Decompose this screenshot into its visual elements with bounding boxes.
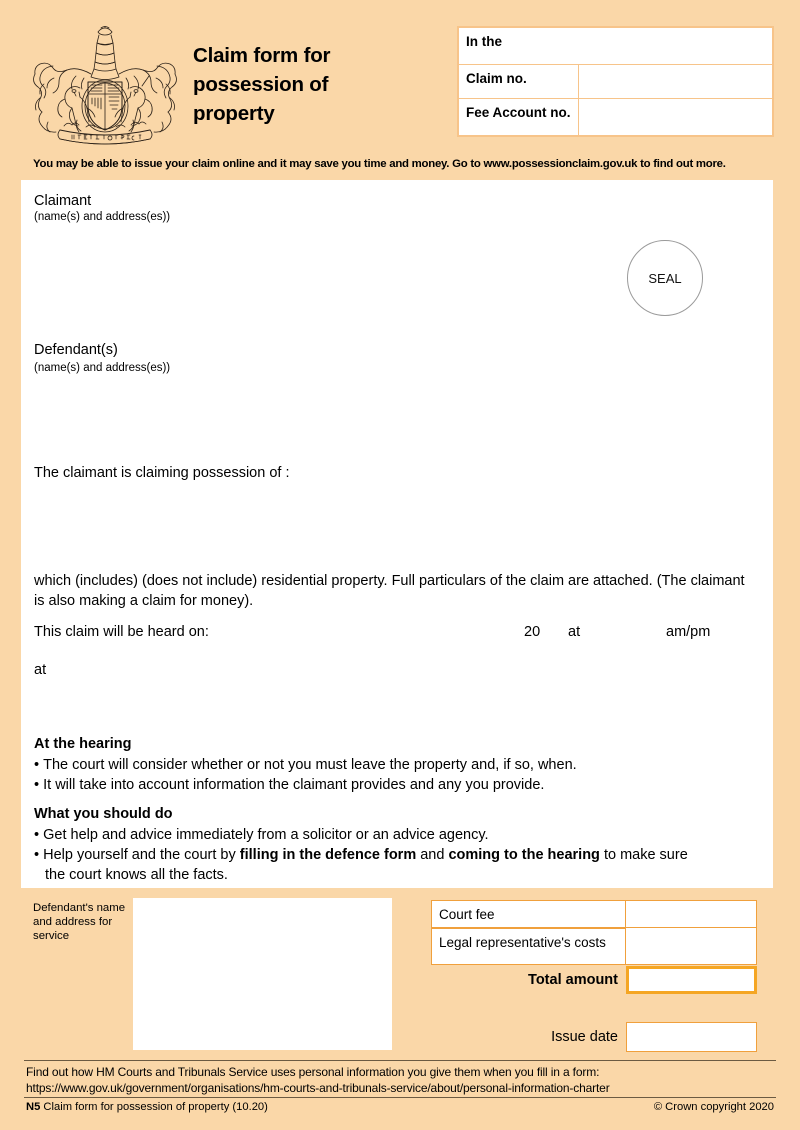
defendant-service-label: Defendant's name and address for service: [33, 902, 126, 942]
bullet-text-line-2: the court knows all the facts.: [45, 867, 228, 883]
fee-account-no-field[interactable]: [579, 99, 772, 135]
bullet-text: It will take into account information the claimant provides and any you provide.: [43, 777, 545, 793]
hearing-date-line: [34, 624, 749, 644]
possession-of-label: The claimant is claiming possession of :: [34, 465, 290, 481]
page-title-line-3: property: [193, 102, 275, 125]
court-fee-field[interactable]: [626, 900, 757, 928]
hearing-venue-label: at: [34, 662, 47, 678]
hearing-at-label: at: [568, 624, 581, 640]
issue-date-field[interactable]: [626, 1022, 757, 1052]
seal-stamp: [627, 240, 703, 316]
claim-no-field[interactable]: [579, 65, 772, 98]
in-the-label: In the: [459, 28, 772, 64]
at-the-hearing-bullets: [34, 755, 749, 795]
defendant-label: Defendant(s): [34, 342, 118, 358]
hearing-ampm-label: am/pm: [666, 624, 711, 640]
what-you-should-do-bullets: [34, 825, 749, 885]
court-fee-label: Court fee: [431, 900, 626, 928]
page-title-line-1: Claim form for: [193, 44, 331, 67]
footer-form-code: N5: [26, 1101, 41, 1113]
footer-copyright: © Crown copyright 2020: [653, 1101, 774, 1113]
page-header: [0, 0, 800, 152]
defendant-service-field[interactable]: [133, 898, 392, 1050]
footer-privacy-url[interactable]: https://www.gov.uk/government/organisations/hm-courts-and-tribunals-service/about/personal-information-charter: [26, 1081, 610, 1095]
fee-account-no-label: Fee Account no.: [459, 99, 578, 135]
what-you-should-do-heading: What you should do: [34, 806, 173, 822]
royal-coat-of-arms-icon: [24, 26, 186, 148]
footer-meta: [26, 1101, 774, 1113]
footer-divider-bottom: [24, 1097, 776, 1098]
online-claim-banner: You may be able to issue your claim online and it may save you time and money. Go to www.possessionclaim.gov.uk to find out more.: [33, 158, 726, 170]
bullet-text-part-1: Help yourself and the court by: [43, 847, 240, 863]
court-reference-table: [457, 26, 774, 137]
list-item: • It will take into account information the claimant provides and any you provide.: [34, 777, 545, 793]
list-item: • The court will consider whether or not you must leave the property and, if so, when.: [34, 757, 577, 773]
footer-privacy-info: [26, 1064, 776, 1096]
total-amount-row: [431, 966, 757, 994]
at-the-hearing-heading: At the hearing: [34, 736, 132, 752]
fee-account-no-row: [459, 99, 772, 135]
page-title: [193, 41, 443, 128]
issue-date-label: Issue date: [551, 1029, 618, 1045]
footer-form-reference: [26, 1101, 268, 1113]
claim-no-row: [459, 65, 772, 98]
hearing-year-prefix: 20: [524, 624, 541, 640]
legal-costs-field[interactable]: [626, 928, 757, 965]
in-the-row: [459, 28, 772, 64]
list-item: • Get help and advice immediately from a solicitor or an advice agency.: [34, 827, 489, 843]
hearing-date-label: This claim will be heard on:: [34, 624, 209, 640]
list-item: • Help yourself and the court by filling in the defence form and coming to the hearing to make sure: [34, 847, 688, 863]
legal-costs-label: Legal representative's costs: [431, 928, 626, 965]
page-title-line-2: possession of: [193, 73, 329, 96]
total-amount-label: Total amount: [528, 972, 618, 988]
particulars-paragraph: which (includes) (does not include) residential property. Full particulars of the claim are attached. (The claimant is also making a claim for money).: [34, 573, 745, 609]
claim-no-label: Claim no.: [459, 65, 578, 98]
main-form-panel: [21, 180, 773, 888]
claimant-sub-label: (name(s) and address(es)): [34, 211, 171, 223]
seal-label: SEAL: [648, 270, 682, 286]
bullet-text-part-3: to make sure: [599, 847, 688, 863]
defendant-sub-label: (name(s) and address(es)): [34, 362, 171, 374]
bullet-text-part-2: and: [416, 847, 449, 863]
court-fee-row: [431, 900, 757, 928]
bullet-text-bold-1: filling in the defence form: [239, 847, 417, 863]
fee-summary-table: [431, 900, 757, 994]
legal-costs-row: [431, 928, 757, 965]
bullet-text: Get help and advice immediately from a solicitor or an advice agency.: [43, 827, 489, 843]
bullet-text: The court will consider whether or not you must leave the property and, if so, when.: [43, 757, 577, 773]
footer-form-description: Claim form for possession of property (10.20): [43, 1101, 268, 1113]
claimant-label: Claimant: [34, 193, 92, 209]
total-amount-field[interactable]: [626, 966, 757, 994]
issue-date-row: [431, 1022, 757, 1052]
footer-privacy-line-1: Find out how HM Courts and Tribunals Service uses personal information you give them when you fill in a form:: [26, 1065, 600, 1079]
bullet-text-bold-2: coming to the hearing: [448, 847, 600, 863]
footer-divider-top: [24, 1060, 776, 1061]
